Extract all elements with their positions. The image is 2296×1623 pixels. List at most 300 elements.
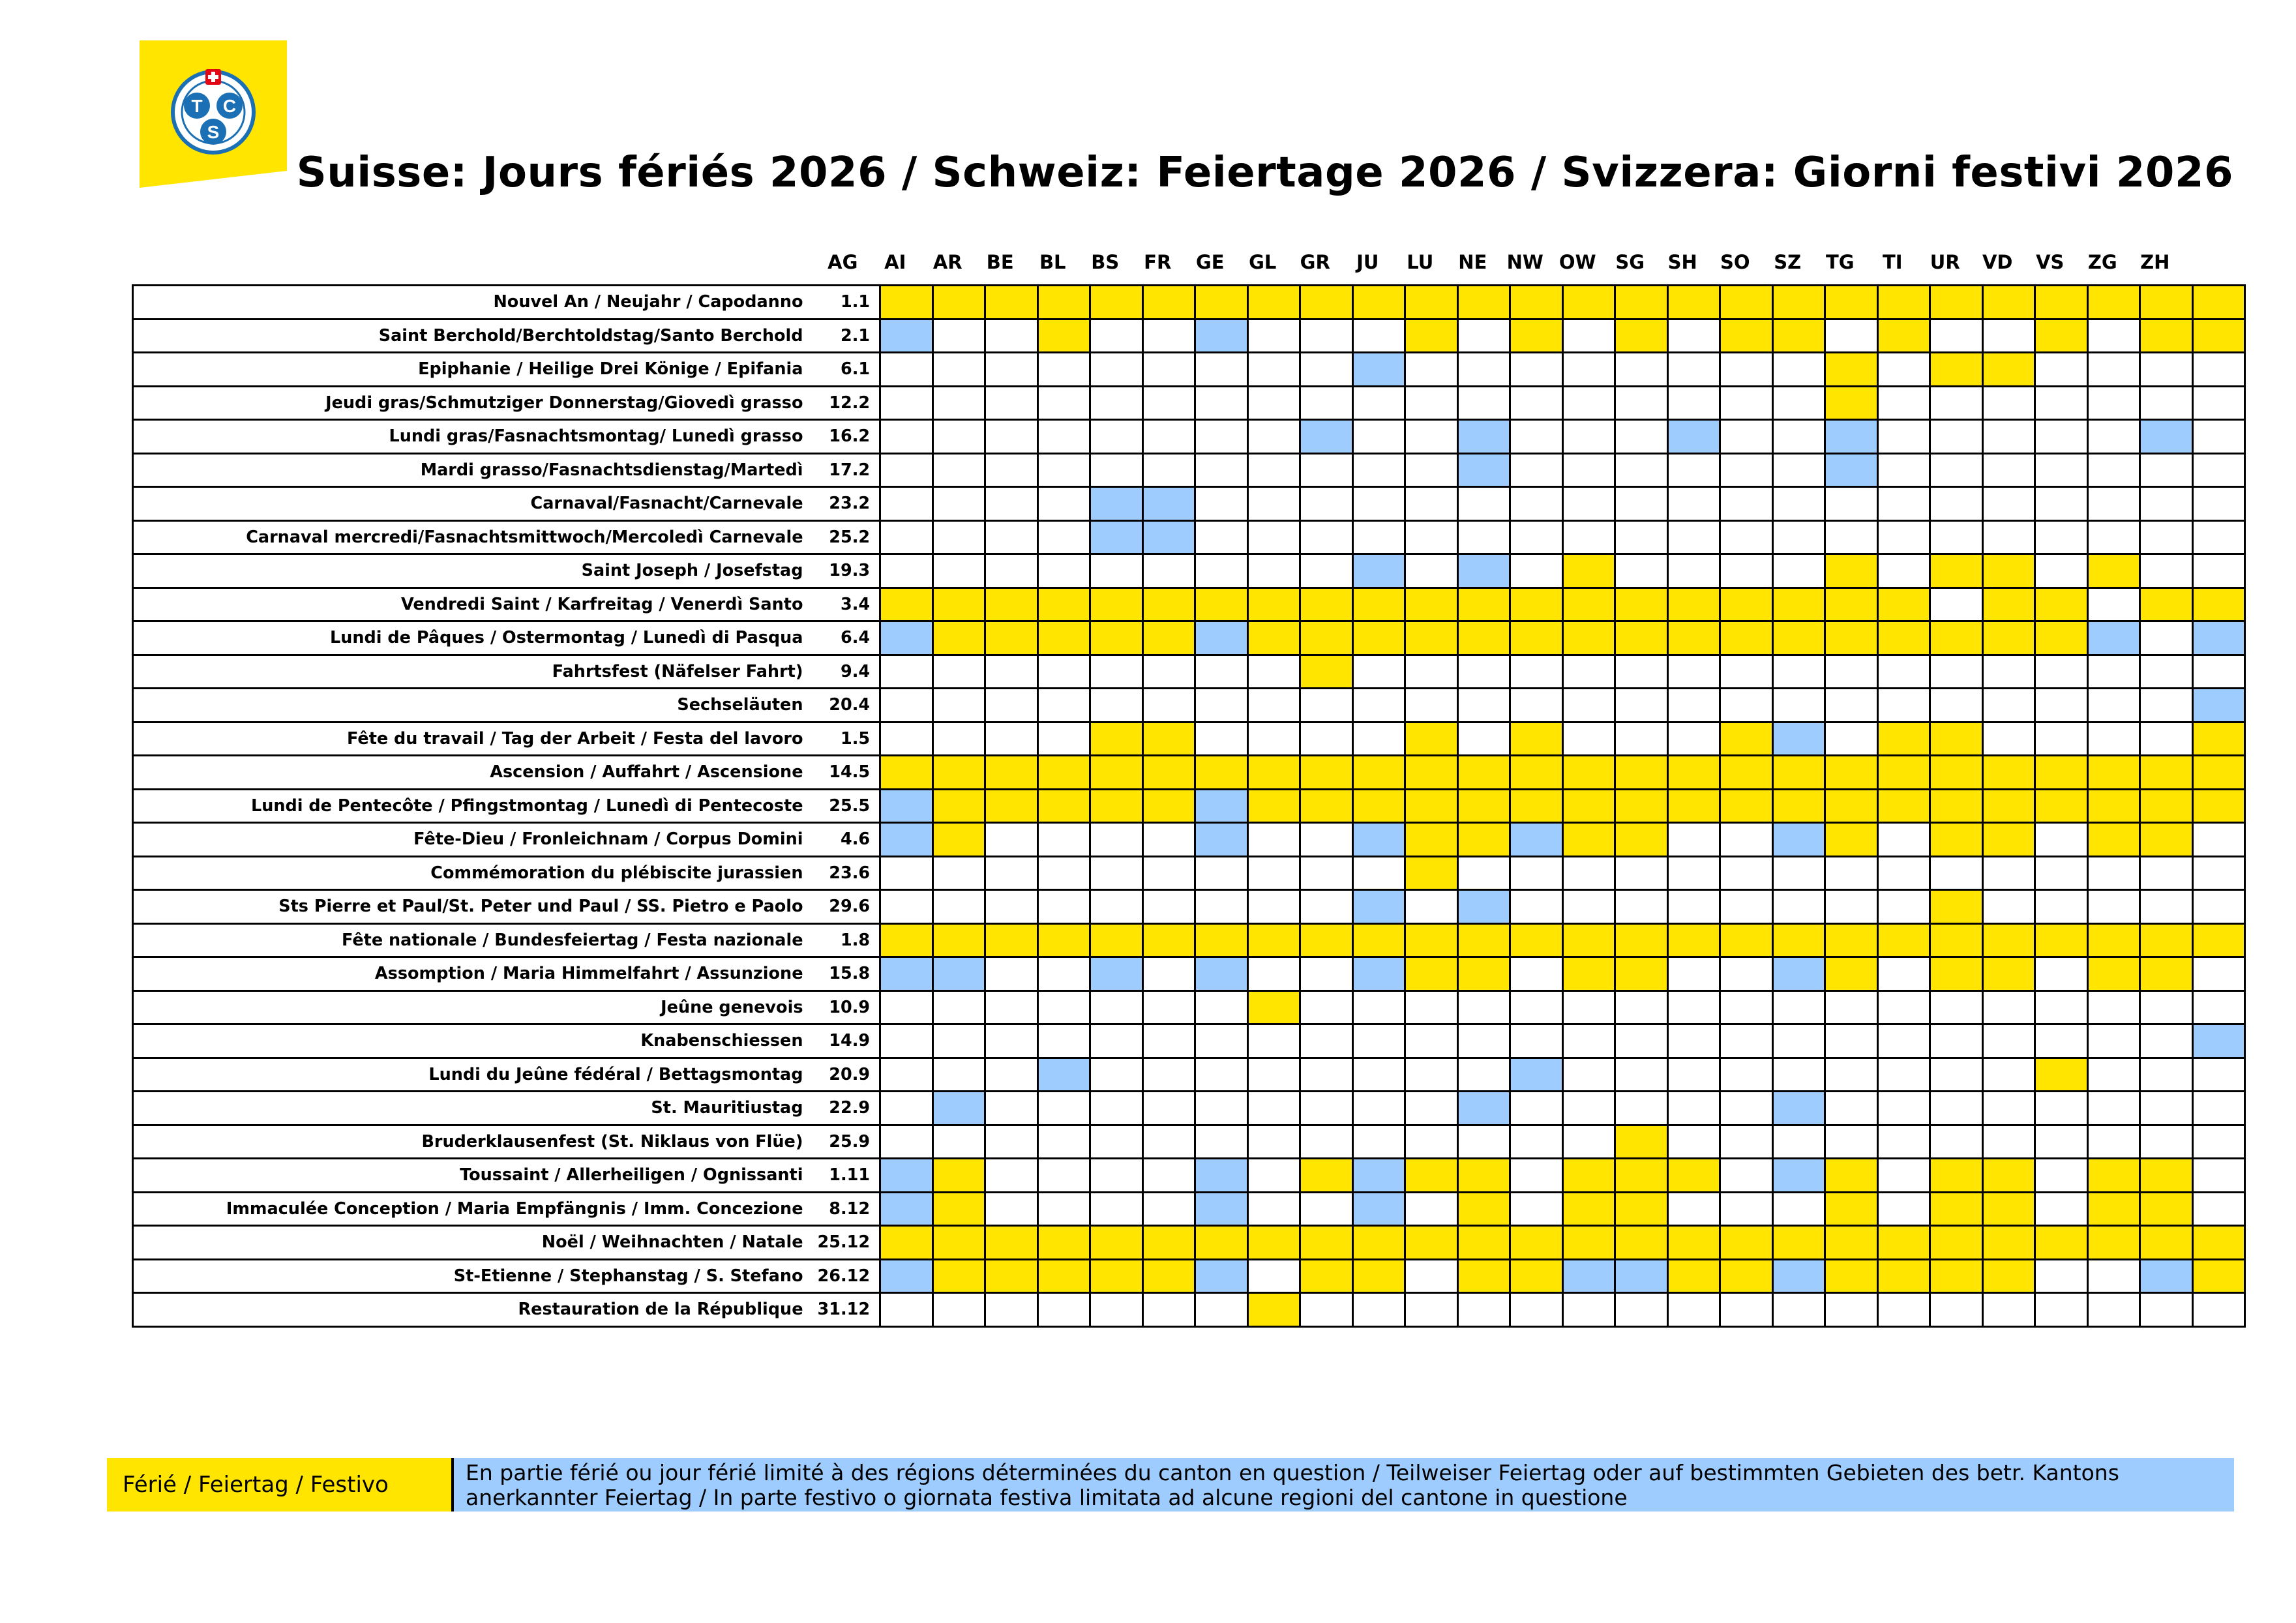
holiday-cell-ai [932,890,985,924]
holiday-cell-gl [1300,722,1353,756]
holiday-cell-gl [1300,689,1353,722]
holiday-cell-so [1772,453,1825,487]
holiday-cell-sz [1825,756,1878,790]
holiday-cell-ai [932,923,985,957]
holiday-cell-vd [2035,957,2088,991]
holiday-cell-ag [880,957,933,991]
holiday-cell-ne [1510,554,1563,588]
holiday-date: 25.5 [818,789,880,823]
holiday-cell-ur [1982,1125,2035,1159]
holiday-cell-ju [1405,957,1458,991]
holiday-cell-be [1037,1259,1090,1293]
holiday-cell-ar [985,1092,1038,1125]
holiday-cell-ar [985,353,1038,387]
holiday-cell-lu [1457,1024,1510,1058]
holiday-cell-ur [1982,554,2035,588]
holiday-cell-nw [1562,1159,1615,1193]
holiday-cell-ne [1510,1092,1563,1125]
holiday-cell-sg [1667,756,1720,790]
holiday-cell-ai [932,1293,985,1327]
holiday-cell-vd [2035,286,2088,320]
holiday-cell-sg [1667,957,1720,991]
table-row [133,554,2245,588]
holiday-cell-gr [1352,386,1405,420]
holiday-cell-bl [1090,1159,1143,1193]
holiday-cell-vs [2087,990,2140,1024]
holiday-cell-ti [1930,789,1983,823]
holiday-cell-vd [2035,789,2088,823]
holiday-cell-vs [2087,319,2140,353]
holiday-cell-ju [1405,1192,1458,1226]
holiday-cell-lu [1457,520,1510,554]
holiday-cell-fr [1195,856,1248,890]
holiday-cell-ow [1615,856,1668,890]
holiday-name: Lundi du Jeûne fédéral / Bettagsmontag [133,1058,818,1092]
holiday-cell-zh [2192,1293,2245,1327]
holiday-cell-ju [1405,923,1458,957]
holiday-cell-ai [932,420,985,454]
holiday-cell-ti [1930,1293,1983,1327]
holiday-cell-fr [1195,621,1248,655]
holiday-cell-ai [932,520,985,554]
holiday-cell-bs [1142,1293,1195,1327]
holiday-name: Vendredi Saint / Karfreitag / Venerdì Santo [133,588,818,621]
holiday-cell-sz [1825,689,1878,722]
holiday-cell-fr [1195,689,1248,722]
holiday-cell-ag [880,722,933,756]
holiday-cell-vd [2035,386,2088,420]
holiday-cell-sg [1667,1092,1720,1125]
holiday-name: Epiphanie / Heilige Drei Könige / Epifania [133,353,818,387]
holiday-cell-ai [932,286,985,320]
holiday-date: 25.12 [818,1226,880,1260]
holiday-cell-ai [932,957,985,991]
holiday-cell-ne [1510,722,1563,756]
holiday-cell-fr [1195,487,1248,521]
holiday-cell-bl [1090,286,1143,320]
holiday-cell-vs [2087,655,2140,689]
holiday-cell-gl [1300,990,1353,1024]
holiday-cell-ge [1247,823,1300,857]
table-row [133,420,2245,454]
holiday-cell-nw [1562,722,1615,756]
holiday-cell-ti [1930,386,1983,420]
holiday-cell-sg [1667,890,1720,924]
holiday-cell-ge [1247,487,1300,521]
holiday-cell-sz [1825,890,1878,924]
holiday-cell-ag [880,823,933,857]
holiday-cell-lu [1457,756,1510,790]
holiday-cell-gl [1300,286,1353,320]
holiday-cell-fr [1195,756,1248,790]
holiday-cell-bs [1142,319,1195,353]
holiday-cell-gl [1300,420,1353,454]
holiday-cell-ai [932,319,985,353]
holiday-cell-ur [1982,789,2035,823]
holiday-cell-ne [1510,453,1563,487]
holiday-cell-fr [1195,1125,1248,1159]
holiday-cell-vs [2087,1226,2140,1260]
holiday-cell-ju [1405,1293,1458,1327]
holiday-cell-tg [1877,823,1930,857]
holiday-cell-vs [2087,890,2140,924]
holiday-cell-ur [1982,856,2035,890]
holiday-cell-ti [1930,453,1983,487]
holiday-cell-ur [1982,957,2035,991]
holiday-cell-be [1037,923,1090,957]
holiday-cell-bl [1090,353,1143,387]
holiday-cell-nw [1562,1058,1615,1092]
holiday-cell-sg [1667,823,1720,857]
holiday-cell-gr [1352,957,1405,991]
holiday-cell-lu [1457,1125,1510,1159]
holiday-cell-ag [880,1226,933,1260]
holiday-cell-zh [2192,319,2245,353]
holiday-cell-ur [1982,1092,2035,1125]
holiday-name: Restauration de la République [133,1293,818,1327]
holiday-cell-vd [2035,655,2088,689]
holiday-cell-ur [1982,520,2035,554]
holiday-date: 4.6 [818,823,880,857]
holiday-cell-be [1037,1226,1090,1260]
holiday-cell-ai [932,353,985,387]
holiday-cell-ti [1930,890,1983,924]
holiday-cell-vd [2035,1226,2088,1260]
holiday-cell-bl [1090,1192,1143,1226]
table-row [133,520,2245,554]
holiday-cell-fr [1195,890,1248,924]
holiday-cell-be [1037,957,1090,991]
holiday-cell-ur [1982,353,2035,387]
holiday-cell-ai [932,722,985,756]
holiday-cell-so [1772,957,1825,991]
holiday-name: Noël / Weihnachten / Natale [133,1226,818,1260]
holiday-cell-gl [1300,756,1353,790]
holiday-cell-nw [1562,856,1615,890]
holiday-cell-gr [1352,722,1405,756]
holiday-cell-bs [1142,789,1195,823]
holiday-cell-ow [1615,487,1668,521]
holiday-cell-tg [1877,1058,1930,1092]
holiday-cell-sh [1720,319,1773,353]
holiday-cell-so [1772,1058,1825,1092]
holiday-cell-lu [1457,722,1510,756]
holiday-cell-nw [1562,554,1615,588]
holiday-cell-bs [1142,1259,1195,1293]
logo-letter-s: S [207,122,220,142]
holiday-cell-be [1037,856,1090,890]
holiday-cell-lu [1457,487,1510,521]
holiday-cell-sg [1667,722,1720,756]
holiday-date: 1.8 [818,923,880,957]
holiday-cell-ne [1510,588,1563,621]
holiday-name: Lundi gras/Fasnachtsmontag/ Lunedì grasso [133,420,818,454]
holiday-cell-ag [880,319,933,353]
holiday-cell-gl [1300,1259,1353,1293]
holiday-cell-gl [1300,1125,1353,1159]
holiday-cell-zh [2192,722,2245,756]
holiday-cell-vd [2035,990,2088,1024]
table-row [133,487,2245,521]
holiday-cell-ag [880,789,933,823]
holiday-cell-nw [1562,789,1615,823]
holiday-cell-sh [1720,1159,1773,1193]
holiday-cell-nw [1562,1293,1615,1327]
holiday-cell-zh [2192,520,2245,554]
holiday-cell-zh [2192,1259,2245,1293]
holiday-cell-so [1772,286,1825,320]
holiday-cell-nw [1562,823,1615,857]
holiday-cell-gr [1352,554,1405,588]
holiday-cell-ow [1615,756,1668,790]
holiday-cell-ag [880,386,933,420]
holiday-cell-vd [2035,487,2088,521]
holiday-cell-ar [985,453,1038,487]
holiday-date: 25.2 [818,520,880,554]
holiday-cell-sh [1720,990,1773,1024]
table-row [133,756,2245,790]
holiday-cell-sz [1825,420,1878,454]
holiday-cell-bl [1090,957,1143,991]
holiday-cell-ai [932,1259,985,1293]
holiday-cell-nw [1562,1024,1615,1058]
holiday-cell-ge [1247,722,1300,756]
holiday-cell-ju [1405,1159,1458,1193]
holiday-cell-ai [932,990,985,1024]
table-row [133,621,2245,655]
holiday-cell-sz [1825,554,1878,588]
holiday-cell-ju [1405,353,1458,387]
holiday-cell-sh [1720,520,1773,554]
holiday-cell-ge [1247,1259,1300,1293]
holiday-cell-ar [985,1159,1038,1193]
holiday-cell-sg [1667,1293,1720,1327]
holiday-cell-zh [2192,1125,2245,1159]
holiday-cell-sh [1720,1125,1773,1159]
holiday-cell-be [1037,554,1090,588]
holiday-cell-bs [1142,1125,1195,1159]
holiday-cell-vs [2087,1058,2140,1092]
holiday-cell-ne [1510,1125,1563,1159]
holiday-cell-ur [1982,1226,2035,1260]
holiday-name: Sts Pierre et Paul/St. Peter und Paul / SS. Pietro e Paolo [133,890,818,924]
holiday-cell-tg [1877,689,1930,722]
holiday-cell-lu [1457,386,1510,420]
holiday-cell-tg [1877,890,1930,924]
holiday-cell-zg [2140,1058,2193,1092]
holiday-cell-bl [1090,655,1143,689]
holiday-cell-vd [2035,823,2088,857]
holiday-name: St. Mauritiustag [133,1092,818,1125]
holiday-cell-fr [1195,923,1248,957]
holiday-cell-ar [985,823,1038,857]
holiday-cell-ar [985,756,1038,790]
holiday-cell-gl [1300,789,1353,823]
holiday-name: Carnaval mercredi/Fasnachtsmittwoch/Mercoledì Carnevale [133,520,818,554]
holiday-cell-vd [2035,689,2088,722]
holiday-name: Mardi grasso/Fasnachtsdienstag/Martedì [133,453,818,487]
holiday-cell-zg [2140,689,2193,722]
holiday-cell-so [1772,655,1825,689]
holiday-cell-sz [1825,1024,1878,1058]
holiday-cell-gr [1352,1259,1405,1293]
holiday-cell-fr [1195,588,1248,621]
holiday-cell-lu [1457,588,1510,621]
holiday-cell-lu [1457,789,1510,823]
holiday-cell-ne [1510,520,1563,554]
holiday-cell-ti [1930,689,1983,722]
holiday-cell-vd [2035,420,2088,454]
holiday-date: 14.5 [818,756,880,790]
holiday-cell-sg [1667,1125,1720,1159]
holiday-cell-sz [1825,621,1878,655]
holiday-cell-ow [1615,420,1668,454]
holiday-cell-bs [1142,856,1195,890]
holiday-cell-vd [2035,621,2088,655]
holiday-cell-so [1772,520,1825,554]
holiday-cell-ju [1405,789,1458,823]
holiday-cell-gr [1352,990,1405,1024]
holiday-cell-zh [2192,789,2245,823]
holiday-cell-vs [2087,353,2140,387]
holiday-cell-ar [985,588,1038,621]
holiday-cell-lu [1457,990,1510,1024]
holiday-cell-gl [1300,1159,1353,1193]
holiday-date: 16.2 [818,420,880,454]
holiday-cell-ar [985,1125,1038,1159]
holiday-cell-sh [1720,923,1773,957]
holiday-cell-ju [1405,856,1458,890]
holiday-cell-sh [1720,890,1773,924]
holiday-cell-ag [880,856,933,890]
holiday-cell-gr [1352,520,1405,554]
holiday-cell-ju [1405,823,1458,857]
holiday-cell-nw [1562,487,1615,521]
holiday-cell-ar [985,990,1038,1024]
holiday-cell-tg [1877,420,1930,454]
holiday-cell-bl [1090,890,1143,924]
holiday-cell-vs [2087,923,2140,957]
holiday-cell-ow [1615,1192,1668,1226]
holiday-cell-ar [985,722,1038,756]
holiday-cell-nw [1562,588,1615,621]
holiday-cell-gl [1300,1058,1353,1092]
holiday-cell-ne [1510,1159,1563,1193]
holiday-cell-ar [985,1293,1038,1327]
holiday-cell-vd [2035,353,2088,387]
holiday-cell-tg [1877,1226,1930,1260]
holiday-cell-bl [1090,1259,1143,1293]
holiday-cell-gl [1300,890,1353,924]
holiday-cell-lu [1457,1092,1510,1125]
holiday-cell-ne [1510,1192,1563,1226]
holiday-cell-gr [1352,1058,1405,1092]
holiday-cell-sz [1825,487,1878,521]
holiday-name: Fête du travail / Tag der Arbeit / Festa del lavoro [133,722,818,756]
holiday-cell-vs [2087,621,2140,655]
holiday-cell-ge [1247,319,1300,353]
holiday-cell-ai [932,689,985,722]
holiday-cell-nw [1562,1192,1615,1226]
legend-partial-line-2: anerkannter Feiertag / In parte festivo o giornata festiva limitata ad alcune regioni del cantone in questione [466,1485,1628,1510]
holiday-cell-tg [1877,1092,1930,1125]
holiday-cell-sz [1825,990,1878,1024]
holiday-cell-tg [1877,756,1930,790]
holiday-cell-be [1037,1024,1090,1058]
holiday-cell-ur [1982,319,2035,353]
holiday-cell-ag [880,420,933,454]
holiday-cell-sz [1825,286,1878,320]
holiday-cell-gr [1352,1159,1405,1193]
canton-header-lu: LU [1407,251,1434,273]
holiday-cell-zg [2140,286,2193,320]
holiday-cell-be [1037,1159,1090,1193]
holiday-cell-gl [1300,588,1353,621]
holiday-cell-nw [1562,286,1615,320]
holiday-name: Immaculée Conception / Maria Empfängnis / Imm. Concezione [133,1192,818,1226]
canton-header-fr: FR [1144,251,1172,273]
holiday-cell-vd [2035,520,2088,554]
holiday-cell-lu [1457,420,1510,454]
holiday-cell-ag [880,588,933,621]
holiday-cell-so [1772,756,1825,790]
holiday-cell-gr [1352,1024,1405,1058]
holiday-cell-vs [2087,789,2140,823]
holiday-cell-lu [1457,856,1510,890]
holiday-cell-vd [2035,554,2088,588]
holiday-cell-ur [1982,286,2035,320]
holiday-cell-fr [1195,957,1248,991]
holiday-cell-sh [1720,487,1773,521]
holiday-cell-ju [1405,453,1458,487]
holiday-cell-ti [1930,487,1983,521]
holiday-cell-ju [1405,554,1458,588]
holiday-cell-ge [1247,1226,1300,1260]
holiday-cell-fr [1195,520,1248,554]
holiday-name: Sechseläuten [133,689,818,722]
holiday-cell-vd [2035,1259,2088,1293]
holiday-cell-sh [1720,689,1773,722]
holiday-cell-ur [1982,453,2035,487]
holiday-cell-ju [1405,689,1458,722]
holiday-cell-ge [1247,655,1300,689]
holiday-cell-sg [1667,923,1720,957]
holiday-cell-sz [1825,823,1878,857]
holiday-cell-ar [985,890,1038,924]
holiday-cell-be [1037,520,1090,554]
holiday-cell-so [1772,856,1825,890]
holiday-cell-bs [1142,588,1195,621]
holiday-cell-bs [1142,286,1195,320]
holiday-cell-ti [1930,756,1983,790]
holiday-cell-ur [1982,1259,2035,1293]
holiday-cell-ge [1247,789,1300,823]
holiday-cell-so [1772,1192,1825,1226]
holiday-cell-sg [1667,1058,1720,1092]
holiday-cell-be [1037,789,1090,823]
holiday-cell-be [1037,655,1090,689]
holiday-cell-bs [1142,487,1195,521]
holiday-cell-bs [1142,923,1195,957]
holiday-cell-ne [1510,823,1563,857]
holiday-cell-zg [2140,487,2193,521]
holiday-cell-zh [2192,655,2245,689]
table-row [133,890,2245,924]
table-row [133,1226,2245,1260]
holiday-cell-ar [985,856,1038,890]
holiday-cell-ur [1982,386,2035,420]
holiday-cell-zh [2192,689,2245,722]
